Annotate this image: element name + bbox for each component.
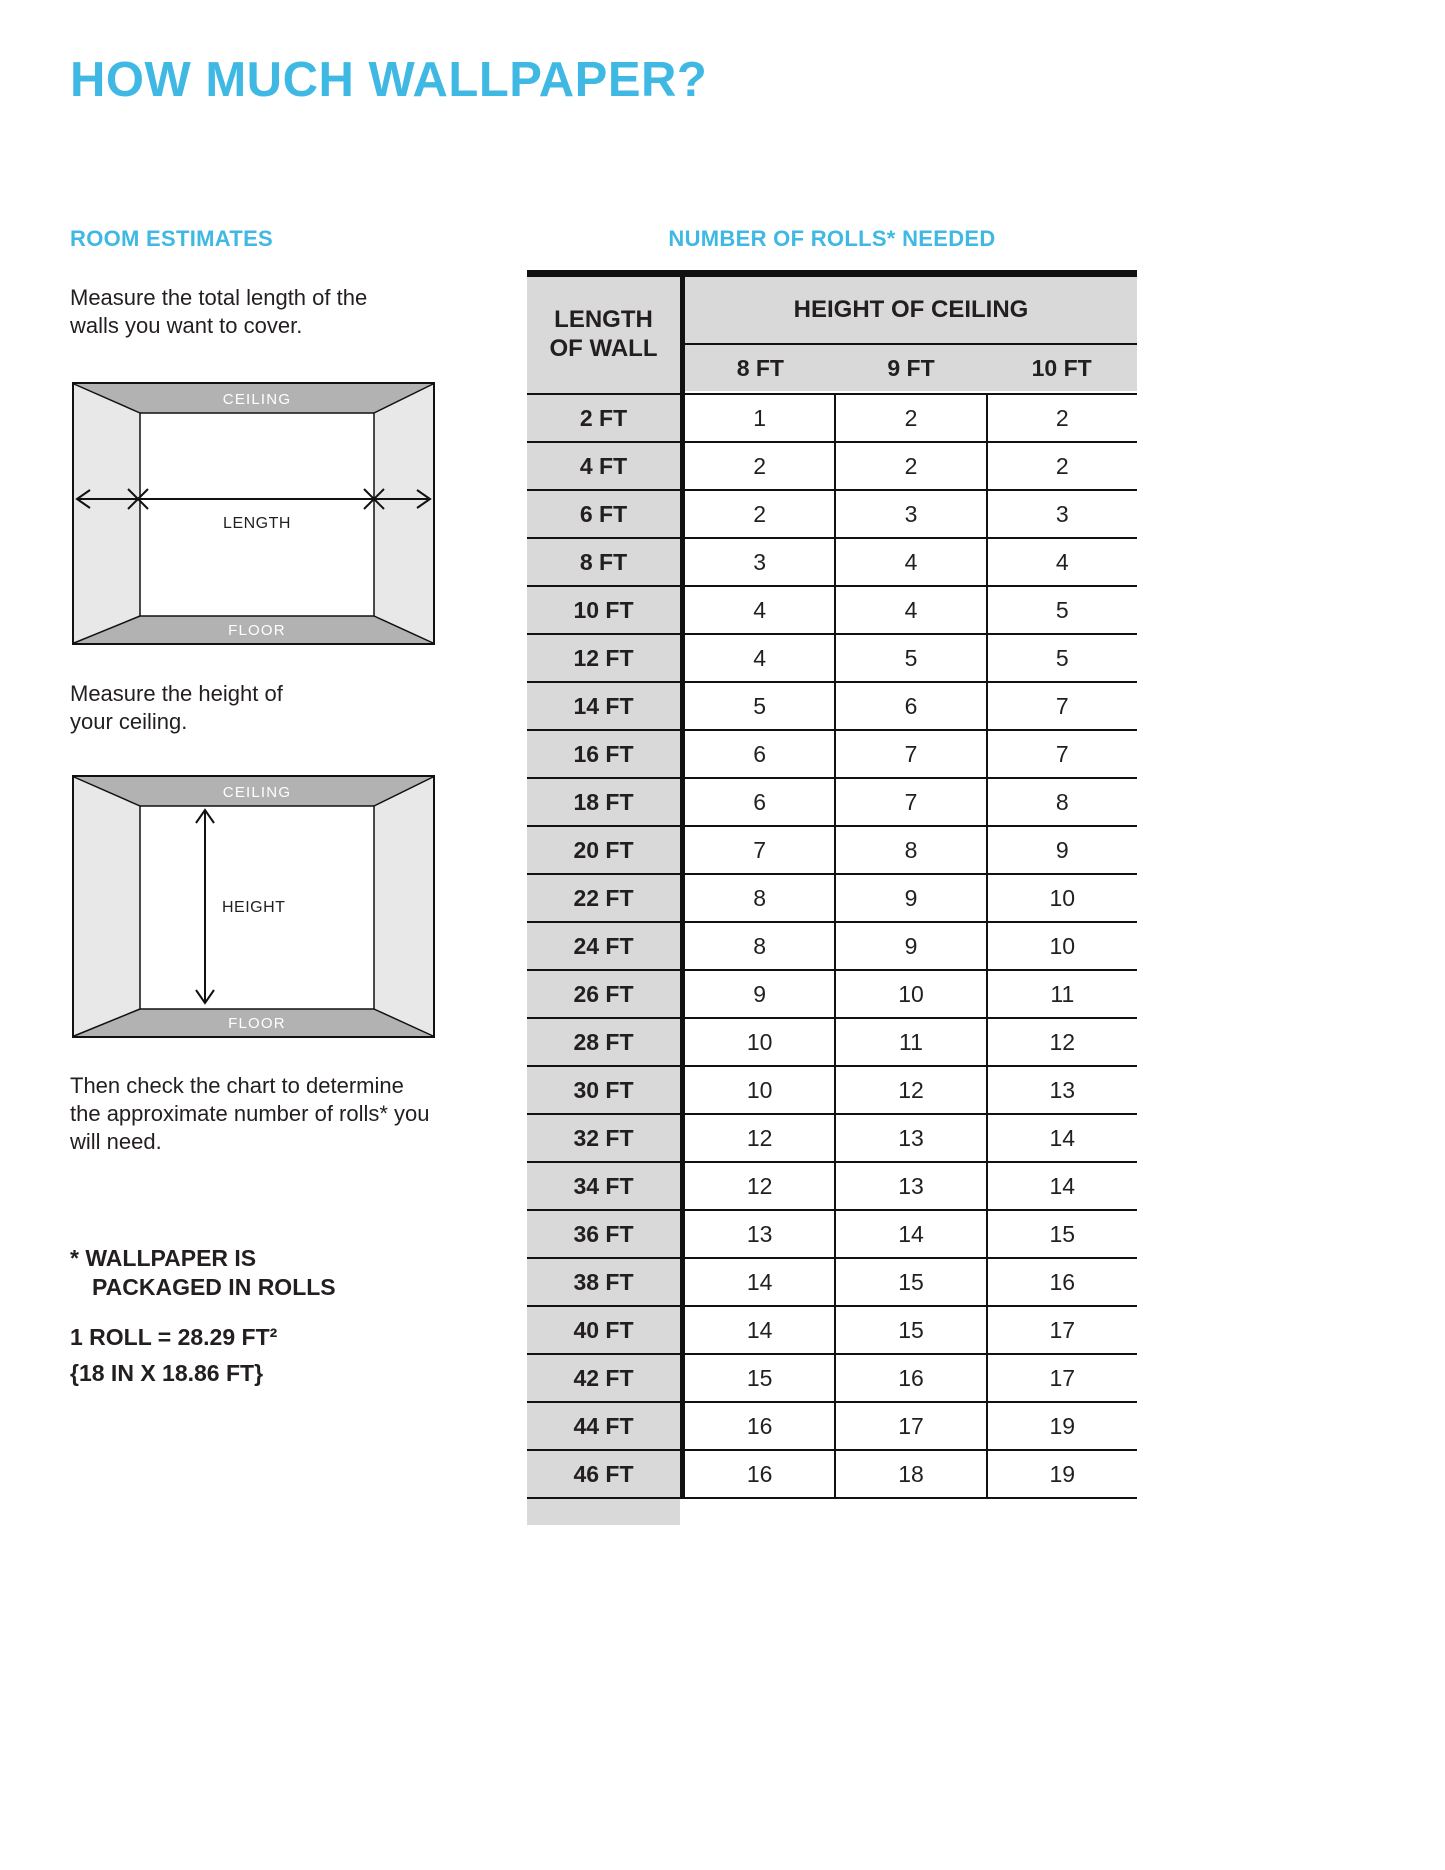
wall-length-cell: 12 FT (527, 635, 685, 681)
wall-length-cell: 24 FT (527, 923, 685, 969)
rolls-table (527, 270, 1137, 1525)
rolls-value-cell: 2 (753, 452, 767, 479)
height-of-ceiling-header: HEIGHT OF CEILING (685, 277, 1137, 345)
step3-text: Then check the chart to determine the approximate number of rolls* you will need. (70, 1073, 430, 1155)
length-of-wall-header: LENGTH OF WALL (527, 277, 685, 393)
column-header: 8 FT (736, 354, 784, 381)
rolls-value-cell: 6 (753, 788, 767, 815)
rolls-value-cell: 7 (834, 731, 985, 777)
table-row (527, 1257, 1137, 1305)
rolls-value-cell: 17 (986, 1307, 1137, 1353)
rolls-value-cell: 6 (834, 683, 985, 729)
rolls-value-cell: 9 (986, 827, 1137, 873)
table-footer-stub (527, 1499, 680, 1525)
rolls-value-cell: 2 (834, 395, 985, 441)
rolls-needed-heading: NUMBER OF ROLLS* NEEDED (668, 226, 996, 251)
rolls-value-cell: 3 (753, 548, 767, 575)
roll-size-line2: {18 IN X 18.86 FT} (70, 1359, 264, 1386)
rolls-value-cell: 1 (753, 404, 767, 431)
roll-size-line1: 1 ROLL = 28.29 FT² (70, 1324, 278, 1350)
rolls-value-cell: 10 (986, 875, 1137, 921)
wall-length-cell: 34 FT (527, 1163, 685, 1209)
wall-length-cell: 42 FT (527, 1355, 685, 1401)
rolls-value-cell: 14 (834, 1211, 985, 1257)
footnote-line1: * WALLPAPER IS (70, 1245, 257, 1271)
wall-length-cell: 36 FT (527, 1211, 685, 1257)
wall-length-cell: 22 FT (527, 875, 685, 921)
rolls-value-cell: 2 (986, 443, 1137, 489)
rolls-value-cell: 16 (746, 1412, 773, 1439)
rolls-value-cell: 14 (746, 1316, 773, 1343)
wall-length-cell: 14 FT (527, 683, 685, 729)
length-label: LENGTH (223, 515, 291, 532)
rolls-value-cell: 10 (746, 1028, 773, 1055)
rolls-value-cell: 8 (834, 827, 985, 873)
wall-length-cell: 38 FT (527, 1259, 685, 1305)
roll-size-info (70, 1320, 277, 1391)
rolls-value-cell: 11 (986, 971, 1137, 1017)
floor-label: FLOOR (228, 1015, 286, 1032)
step1-text: Measure the total length of the walls you want to cover. (70, 285, 368, 339)
rolls-value-cell: 5 (753, 692, 767, 719)
room-estimates-heading: ROOM ESTIMATES (70, 226, 274, 251)
rolls-value-cell: 16 (746, 1460, 773, 1487)
table-row (527, 1017, 1137, 1065)
rolls-value-cell: 19 (986, 1451, 1137, 1497)
rolls-value-cell: 8 (753, 884, 767, 911)
table-row (527, 489, 1137, 537)
table-row (527, 969, 1137, 1017)
table-row (527, 1065, 1137, 1113)
rolls-value-cell: 2 (986, 395, 1137, 441)
rolls-value-cell: 7 (986, 683, 1137, 729)
right-wall (374, 384, 433, 643)
table-row (527, 1401, 1137, 1449)
rolls-value-cell: 16 (834, 1355, 985, 1401)
table-row (527, 393, 1137, 441)
rolls-value-cell: 11 (834, 1019, 985, 1065)
wall-length-cell: 18 FT (527, 779, 685, 825)
rolls-value-cell: 4 (834, 587, 985, 633)
column-header: 9 FT (887, 354, 935, 381)
step2-text: Measure the height of your ceiling. (70, 681, 283, 735)
rolls-value-cell: 12 (986, 1019, 1137, 1065)
rolls-value-cell: 13 (834, 1163, 985, 1209)
ceiling-label: CEILING (222, 784, 292, 801)
wall-length-cell: 44 FT (527, 1403, 685, 1449)
wallpaper-footnote (70, 1244, 336, 1303)
floor-label: FLOOR (228, 622, 286, 639)
rolls-value-cell: 13 (986, 1067, 1137, 1113)
table-row (527, 729, 1137, 777)
rolls-value-cell: 2 (753, 500, 767, 527)
left-wall (74, 777, 140, 1036)
rolls-value-cell: 12 (834, 1067, 985, 1113)
column-header: 10 FT (1031, 354, 1092, 381)
rolls-value-cell: 4 (986, 539, 1137, 585)
wall-length-cell: 6 FT (527, 491, 685, 537)
table-row (527, 441, 1137, 489)
wall-length-cell: 40 FT (527, 1307, 685, 1353)
rolls-value-cell: 10 (834, 971, 985, 1017)
table-row (527, 1353, 1137, 1401)
rolls-value-cell: 5 (834, 635, 985, 681)
table-row (527, 1305, 1137, 1353)
table-row (527, 921, 1137, 969)
rolls-value-cell: 15 (834, 1259, 985, 1305)
table-top-rule (527, 270, 1137, 277)
rolls-value-cell: 4 (834, 539, 985, 585)
room-height-diagram (72, 775, 435, 1038)
rolls-value-cell: 15 (746, 1364, 773, 1391)
rolls-value-cell: 5 (986, 587, 1137, 633)
rolls-value-cell: 9 (834, 875, 985, 921)
right-wall (374, 777, 433, 1036)
rolls-value-cell: 7 (986, 731, 1137, 777)
table-row (527, 873, 1137, 921)
wall-length-cell: 26 FT (527, 971, 685, 1017)
table-row (527, 633, 1137, 681)
rolls-value-cell: 9 (753, 980, 767, 1007)
page-title: HOW MUCH WALLPAPER? (70, 53, 708, 107)
rolls-value-cell: 3 (986, 491, 1137, 537)
rolls-value-cell: 5 (986, 635, 1137, 681)
ceiling-label: CEILING (222, 391, 292, 408)
ceiling-height-columns (685, 345, 1137, 391)
rolls-value-cell: 12 (746, 1172, 773, 1199)
wall-length-cell: 30 FT (527, 1067, 685, 1113)
rolls-value-cell: 18 (834, 1451, 985, 1497)
rolls-value-cell: 14 (986, 1163, 1137, 1209)
table-row (527, 825, 1137, 873)
footnote-line2: PACKAGED IN ROLLS (92, 1274, 336, 1301)
wall-length-cell: 32 FT (527, 1115, 685, 1161)
table-row (527, 585, 1137, 633)
wall-length-cell: 28 FT (527, 1019, 685, 1065)
left-wall (74, 384, 140, 643)
rolls-value-cell: 14 (986, 1115, 1137, 1161)
wall-length-cell: 8 FT (527, 539, 685, 585)
table-row (527, 1113, 1137, 1161)
rolls-value-cell: 17 (834, 1403, 985, 1449)
rolls-value-cell: 7 (834, 779, 985, 825)
rolls-value-cell: 16 (986, 1259, 1137, 1305)
wall-length-cell: 16 FT (527, 731, 685, 777)
rolls-table-body (527, 393, 1137, 1499)
table-row (527, 1209, 1137, 1257)
rolls-value-cell: 19 (986, 1403, 1137, 1449)
table-row (527, 777, 1137, 825)
table-row (527, 681, 1137, 729)
rolls-value-cell: 8 (753, 932, 767, 959)
room-length-diagram (72, 382, 435, 645)
rolls-value-cell: 4 (753, 596, 767, 623)
rolls-value-cell: 10 (746, 1076, 773, 1103)
rolls-value-cell: 13 (834, 1115, 985, 1161)
table-header (527, 277, 1137, 393)
rolls-value-cell: 2 (834, 443, 985, 489)
rolls-value-cell: 4 (753, 644, 767, 671)
wall-length-cell: 46 FT (527, 1451, 685, 1497)
wall-length-cell: 10 FT (527, 587, 685, 633)
wall-length-cell: 20 FT (527, 827, 685, 873)
rolls-value-cell: 8 (986, 779, 1137, 825)
rolls-value-cell: 14 (746, 1268, 773, 1295)
table-row (527, 537, 1137, 585)
height-label: HEIGHT (222, 899, 286, 916)
wall-length-cell: 2 FT (527, 395, 685, 441)
rolls-value-cell: 3 (834, 491, 985, 537)
rolls-value-cell: 9 (834, 923, 985, 969)
rolls-value-cell: 13 (746, 1220, 773, 1247)
rolls-value-cell: 12 (746, 1124, 773, 1151)
wall-length-cell: 4 FT (527, 443, 685, 489)
table-row (527, 1449, 1137, 1497)
rolls-value-cell: 6 (753, 740, 767, 767)
rolls-value-cell: 7 (753, 836, 767, 863)
rolls-value-cell: 15 (986, 1211, 1137, 1257)
rolls-value-cell: 15 (834, 1307, 985, 1353)
table-row (527, 1161, 1137, 1209)
rolls-value-cell: 17 (986, 1355, 1137, 1401)
rolls-value-cell: 10 (986, 923, 1137, 969)
ceiling-height-header-group (685, 277, 1137, 393)
